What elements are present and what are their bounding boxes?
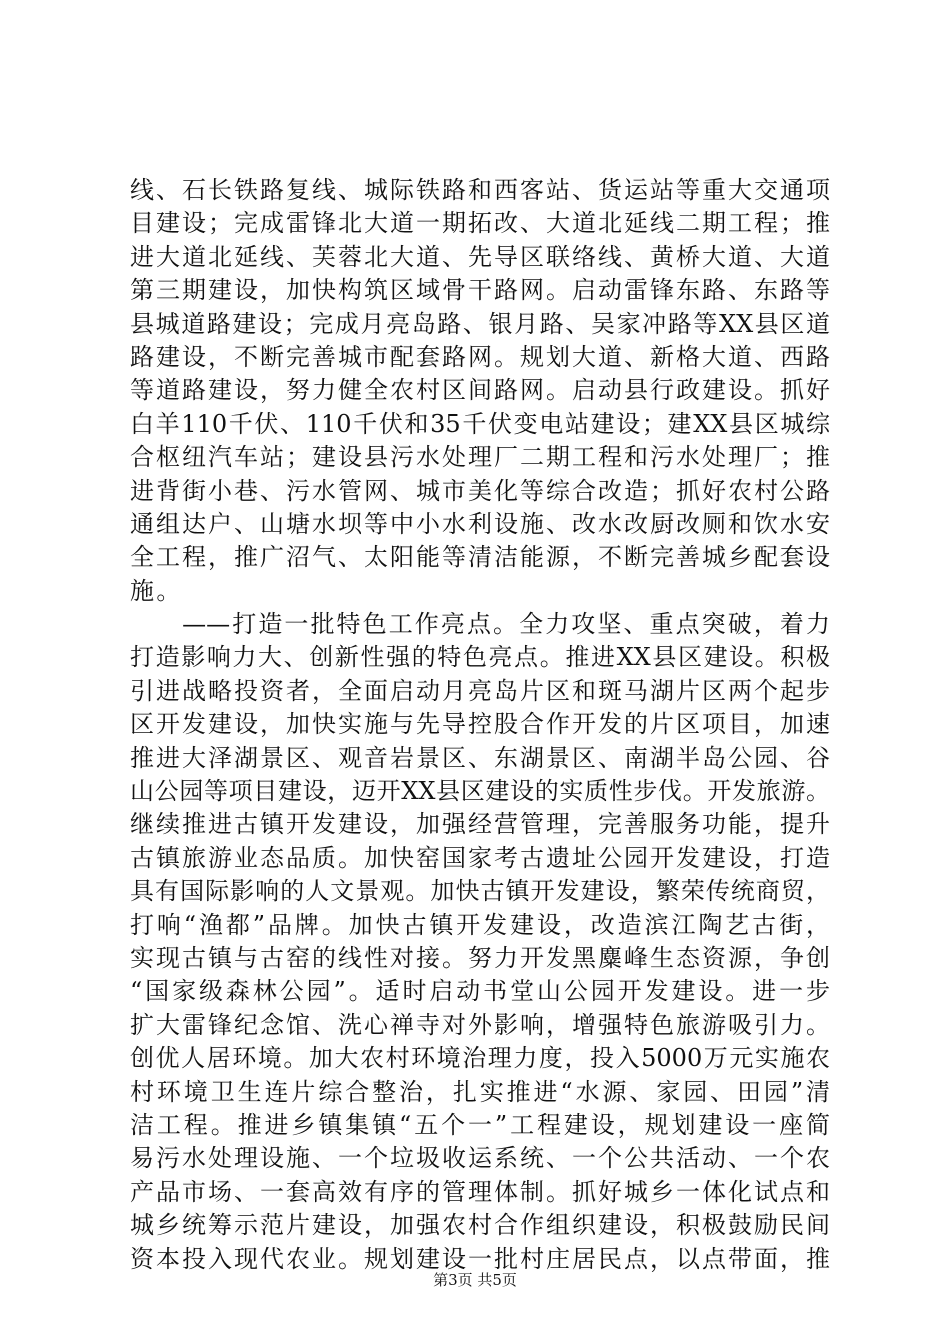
page-footer: 第3页 共5页 xyxy=(433,1271,517,1289)
text-line: 合枢纽汽车站；建设县污水处理厂二期工程和污水处理厂；推 xyxy=(130,443,830,472)
text-line: 进背街小巷、污水管网、城市美化等综合改造；抓好农村公路 xyxy=(130,476,830,505)
text-line: 产品市场、一套高效有序的管理体制。抓好城乡一体化试点和 xyxy=(130,1177,830,1206)
text-line: 村环境卫生连片综合整治，扎实推进“水源、家园、田园”清 xyxy=(130,1077,830,1106)
text-line: 施。 xyxy=(130,576,183,605)
text-line: 区开发建设，加快实施与先导控股合作开发的片区项目，加速 xyxy=(130,710,830,739)
text-line: 打造影响力大、创新性强的特色亮点。推进XX县区建设。积极 xyxy=(130,643,830,672)
text-line: 具有国际影响的人文景观。加快古镇开发建设，繁荣传统商贸， xyxy=(130,877,830,906)
text-line: 推进大泽湖景区、观音岩景区、东湖景区、南湖半岛公园、谷 xyxy=(130,743,830,772)
text-line: 继续推进古镇开发建设，加强经营管理，完善服务功能，提升 xyxy=(130,810,830,839)
text-line: 实现古镇与古窑的线性对接。努力开发黑麋峰生态资源，争创 xyxy=(130,943,830,972)
text-line: 等道路建设，努力健全农村区间路网。启动县行政建设。抓好 xyxy=(130,376,830,405)
text-line: 资本投入现代农业。规划建设一批村庄居民点，以点带面，推 xyxy=(130,1244,830,1273)
text-line: 洁工程。推进乡镇集镇“五个一”工程建设，规划建设一座简 xyxy=(130,1110,830,1139)
text-line: 路建设，不断完善城市配套路网。规划大道、新格大道、西路 xyxy=(130,342,830,371)
text-line: 线、石长铁路复线、城际铁路和西客站、货运站等重大交通项 xyxy=(130,176,830,204)
text-line: 进大道北延线、芙蓉北大道、先导区联络线、黄桥大道、大道 xyxy=(130,242,830,271)
text-line: ——打造一批特色工作亮点。全力攻坚、重点突破，着力 xyxy=(130,610,830,639)
text-line: 城乡统筹示范片建设，加强农村合作组织建设，积极鼓励民间 xyxy=(130,1211,830,1240)
text-line: 创优人居环境。加大农村环境治理力度，投入5000万元实施农 xyxy=(130,1044,830,1073)
text-line: 通组达户、山塘水坝等中小水利设施、改水改厨改厕和饮水安 xyxy=(130,509,830,538)
text-line: 第三期建设，加快构筑区域骨干路网。启动雷锋东路、东路等 xyxy=(130,276,830,305)
text-line: 古镇旅游业态品质。加快窑国家考古遗址公园开发建设，打造 xyxy=(130,843,830,872)
text-line: 打响“渔都”品牌。加快古镇开发建设，改造滨江陶艺古街， xyxy=(130,910,830,939)
body-text xyxy=(130,174,830,1276)
text-line: “国家级森林公园”。适时启动书堂山公园开发建设。进一步 xyxy=(130,977,830,1006)
text-line: 目建设；完成雷锋北大道一期拓改、大道北延线二期工程；推 xyxy=(130,209,830,238)
text-line: 引进战略投资者，全面启动月亮岛片区和斑马湖片区两个起步 xyxy=(130,676,830,705)
text-line: 县城道路建设；完成月亮岛路、银月路、吴家冲路等XX县区道 xyxy=(130,309,830,338)
text-line: 山公园等项目建设，迈开XX县区建设的实质性步伐。开发旅游。 xyxy=(130,777,830,806)
text-line: 白羊110千伏、110千伏和35千伏变电站建设；建XX县区城综 xyxy=(130,409,830,438)
text-line: 易污水处理设施、一个垃圾收运系统、一个公共活动、一个农 xyxy=(130,1144,830,1173)
text-line: 扩大雷锋纪念馆、洗心禅寺对外影响，增强特色旅游吸引力。 xyxy=(130,1010,830,1039)
text-line: 全工程，推广沼气、太阳能等清洁能源，不断完善城乡配套设 xyxy=(130,543,830,572)
